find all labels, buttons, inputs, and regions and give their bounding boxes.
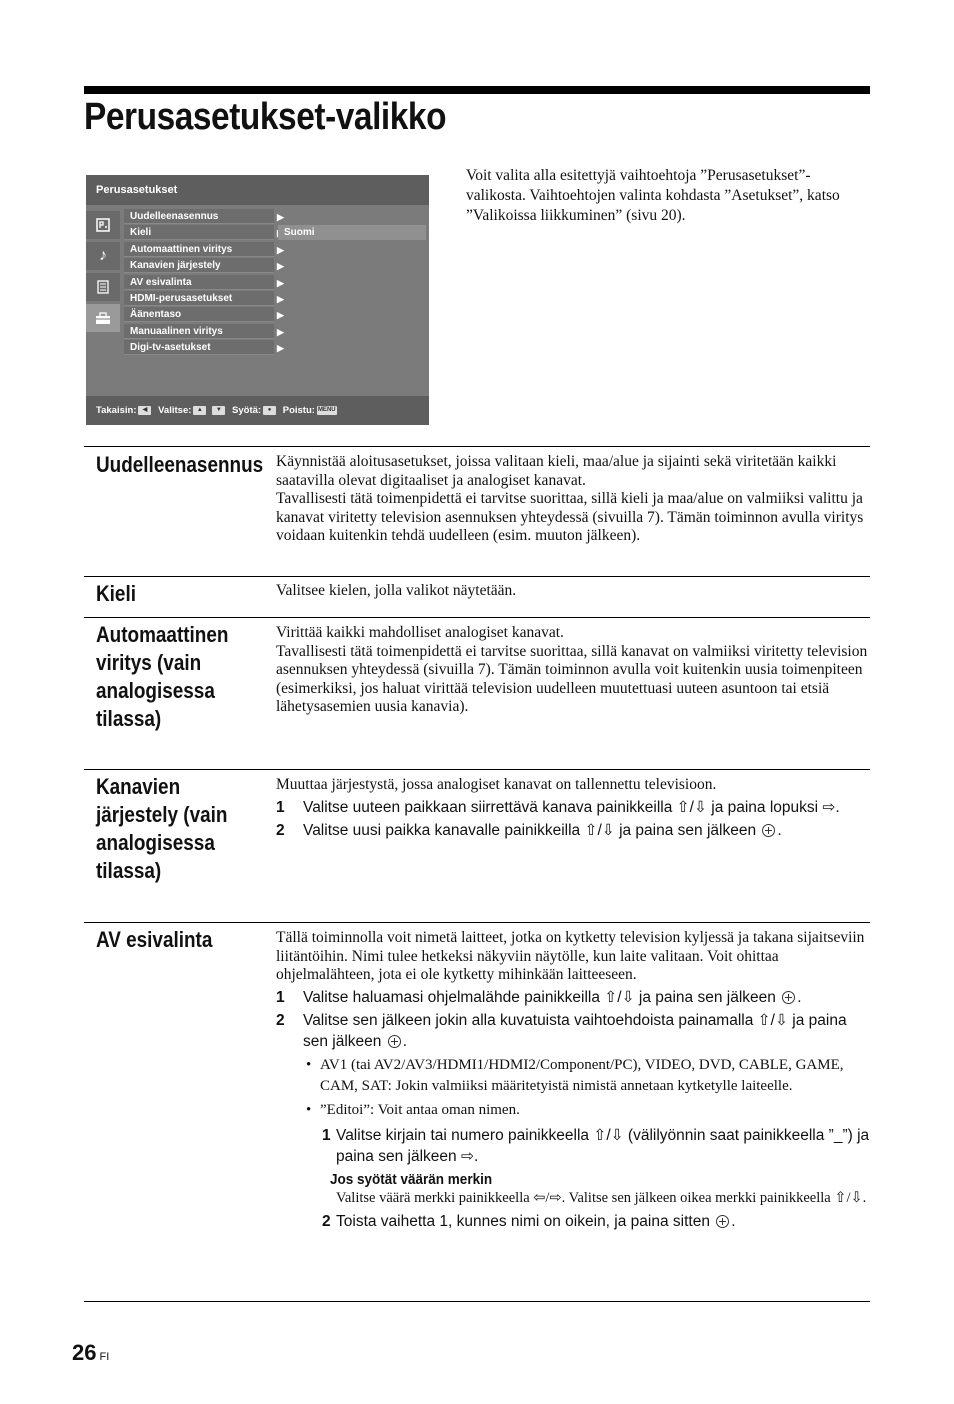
term-uudelleenasennus: Uudelleenasennus (96, 452, 264, 477)
ok-button-icon (388, 1035, 401, 1048)
tv-menu-item[interactable]: HDMI-perusasetukset ▶ (124, 291, 424, 307)
arrow-up-key-icon: ▲ (193, 406, 206, 415)
tv-menu-header: Perusasetukset (86, 175, 429, 205)
desc-uudelleenasennus: Käynnistää aloitusasetukset, joissa valitaan kieli, maa/alue ja sijainti sekä viritetään kaikki saatavilla olevat digitaaliset ja analogiset kanavat. Tavallisesti tätä toimenpidettä ei tarvitse suorittaa, sillä kieli ja maa/alue on valmiiksi valittu ja kanavat viritetty television asennuksen yhteydessä (sivuilla 7). Tämän toiminnon avulla viritys voidaan kuitenkin tehdä uudelleen (esim. muuton jälkeen). (276, 453, 864, 544)
section-divider (84, 922, 870, 923)
note-heading: Jos syötät väärän merkin (330, 1170, 493, 1188)
title-rule (84, 86, 870, 94)
term-automaattinen-viritys: Automaattinen viritys (vain analogisessa tilassa) (96, 622, 229, 731)
features-tab-icon (86, 273, 120, 301)
section-divider (84, 1301, 870, 1302)
left-right-arrow-icon: ⇦/⇨ (533, 1190, 562, 1206)
step: 2 Valitse uusi paikka kanavalle painikkeilla ⇧/⇩ ja paina sen jälkeen . (276, 821, 782, 839)
section-divider (84, 769, 870, 770)
sub-step: 1 Valitse kirjain tai numero painikkeella ⇧/⇩ (välilyönnin saat painikkeella ”_”) ja paina sen jälkeen ⇨. (322, 1126, 870, 1165)
section-divider (84, 446, 870, 447)
note-body: Valitse väärä merkki painikkeella ⇦/⇨. Valitse sen jälkeen oikea merkki painikkeella ⇧/⇩. (336, 1190, 867, 1206)
arrow-down-key-icon: ▼ (212, 406, 225, 415)
tv-menu-footer: Takaisin: ◀ Valitse: ▲ ▼ Syötä: ● Poistu: MENU (86, 396, 429, 425)
tv-menu-item[interactable]: Äänentaso ▶ (124, 307, 424, 323)
bullet-item: • ”Editoi”: Voit antaa oman nimen. (306, 1101, 520, 1118)
menu-key-icon: MENU (317, 406, 336, 413)
up-down-arrow-icon: ⇧/⇩ (834, 1190, 863, 1206)
desc-av-esivalinta: Tällä toiminnolla voit nimetä laitteet, jotka on kytketty television kyljessä ja takana sijaitseviin liitäntöihin. Nimi tulee hetkeksi näkyviin näytölle, kun laite valitaan. Voit ohittaa ohjelmalähteen, jota ei ole kytketty mihinkään laitteeseen. 1 Valitse haluamasi ohjelmalähde painikkeilla ⇧/⇩ ja paina sen jälkeen . 2 Valitse sen jälkeen jokin alla kuvatuista vaihtoehdoista painamalla ⇧/⇩ ja paina sen jälkeen . • AV1 (tai AV2/AV3/HDMI1/HDMI2/Component/PC), VIDEO, DVD, CABLE, GAME, CAM, SAT: Jokin valmiiksi määritetyistä nimistä annetaan kytketylle laiteelle. • ”Editoi”: Voit antaa oman nimen. 1 Valitse kirjain tai numero painikkeella ⇧/⇩ (välilyönnin saat painikkeella ”_”) ja paina sen jälkeen ⇨. Jos syötät väärän merkin Valitse väärä merkki painikkeella ⇦/⇨. Valitse sen jälkeen oikea merkki painikkeella ⇧/⇩. 2 Toista vaihetta 1, kunnes nimi on oikein, ja paina sitten . (276, 929, 870, 1230)
up-down-arrow-icon: ⇧/⇩ (676, 798, 707, 816)
arrow-right-icon: ▶ (277, 244, 284, 255)
tv-menu-item[interactable]: AV esivalinta ▶ (124, 275, 424, 291)
ok-button-icon (762, 824, 775, 837)
arrow-right-icon: ▶ (277, 326, 284, 337)
arrow-right-icon: ▶ (277, 261, 284, 272)
desc-automaattinen-viritys: Virittää kaikki mahdolliset analogiset kanavat. Tavallisesti tätä toimenpidettä ei tarvitse suorittaa, sillä kanavat on valmiiksi viritetty television asennuksen yhteydessä (sivuilla 7). Tämän toiminnon avulla voit kuitenkin uusia toimenpiteen (esimerkiksi, jos haluat virittää television uudelleen muutettuasi uuteen asuntoon tai etsiä lähetysasemien uusia kanavia). (276, 624, 868, 715)
section-divider (84, 617, 870, 618)
tv-menu-item[interactable]: Automaattinen viritys ▶ (124, 242, 424, 258)
tv-menu-item-value: Suomi (278, 225, 426, 240)
arrow-right-icon: ▶ (277, 277, 284, 288)
tv-menu-item[interactable]: Manuaalinen viritys ▶ (124, 324, 424, 340)
arrow-right-icon: ▶ (277, 212, 284, 222)
step: 2 Valitse sen jälkeen jokin alla kuvatuista vaihtoehdoista painamalla ⇧/⇩ ja paina sen jälkeen . (276, 1011, 847, 1050)
section-divider (84, 576, 870, 577)
tv-menu-item[interactable]: Uudelleenasennus ▶ (124, 209, 424, 225)
sound-tab-icon: ♪ (86, 242, 120, 270)
intro-text: Voit valita alla esitettyjä vaihtoehtoja ”Perusasetukset”-valikosta. Vaihtoehtojen valinta kohdasta ”Asetukset”, katso ”Valikoissa liikkuminen” (sivu 20). (466, 167, 840, 224)
desc-kanavien-jarjestely: Muuttaa järjestystä, jossa analogiset kanavat on tallennettu televisioon. 1 Valitse uuteen paikkaan siirrettävä kanava painikkeilla ⇧/⇩ ja paina lopuksi ⇨. 2 Valitse uusi paikka kanavalle painikkeilla ⇧/⇩ ja paina sen jälkeen . (276, 776, 870, 843)
enter-key-icon: ● (263, 406, 276, 415)
ok-button-icon (716, 1215, 729, 1228)
sub-step: 2 Toista vaihetta 1, kunnes nimi on oikein, ja paina sitten . (322, 1213, 736, 1230)
step: 1 Valitse uuteen paikkaan siirrettävä kanava painikkeilla ⇧/⇩ ja paina lopuksi ⇨. (276, 798, 840, 816)
desc-kieli: Valitsee kielen, jolla valikot näytetään. (276, 582, 517, 599)
tv-menu-item[interactable]: Digi-tv-asetukset ▶ (124, 340, 424, 356)
arrow-right-icon: ▶ (277, 293, 284, 304)
right-arrow-icon: ⇨ (460, 1147, 474, 1165)
arrow-right-icon: ▶ (277, 310, 284, 321)
page-title: Perusasetukset-valikko (84, 96, 447, 138)
bullet-item: • AV1 (tai AV2/AV3/HDMI1/HDMI2/Component/PC), VIDEO, DVD, CABLE, GAME, CAM, SAT: Jokin valmiiksi määritetyistä nimistä annetaan kytketylle laiteelle. (306, 1056, 844, 1094)
up-down-arrow-icon: ⇧/⇩ (593, 1126, 624, 1144)
picture-tab-icon (86, 211, 120, 239)
tv-menu-screenshot (86, 175, 429, 425)
tv-menu-item[interactable]: Kieli Suomi (124, 225, 424, 241)
ok-button-icon (782, 991, 795, 1004)
arrow-right-icon: ▶ (277, 343, 284, 354)
up-down-arrow-icon: ⇧/⇩ (757, 1011, 788, 1029)
step: 1 Valitse haluamasi ohjelmalähde painikkeilla ⇧/⇩ ja paina sen jälkeen . (276, 988, 802, 1006)
tv-menu-item[interactable]: Kanavien järjestely ▶ (124, 258, 424, 274)
up-down-arrow-icon: ⇧/⇩ (584, 821, 615, 839)
tv-menu-sidebar (86, 211, 120, 335)
page-number: 26 FI (72, 1340, 110, 1365)
term-av-esivalinta: AV esivalinta (96, 927, 213, 952)
term-kanavien-jarjestely: Kanavien järjestely (vain analogisessa tilassa) (96, 774, 228, 883)
arrow-left-key-icon: ◀ (138, 406, 151, 415)
term-kieli: Kieli (96, 581, 136, 606)
tv-menu-list (124, 209, 424, 357)
up-down-arrow-icon: ⇧/⇩ (604, 988, 635, 1006)
settings-tab-icon (86, 304, 120, 332)
right-arrow-icon: ⇨ (822, 798, 836, 816)
